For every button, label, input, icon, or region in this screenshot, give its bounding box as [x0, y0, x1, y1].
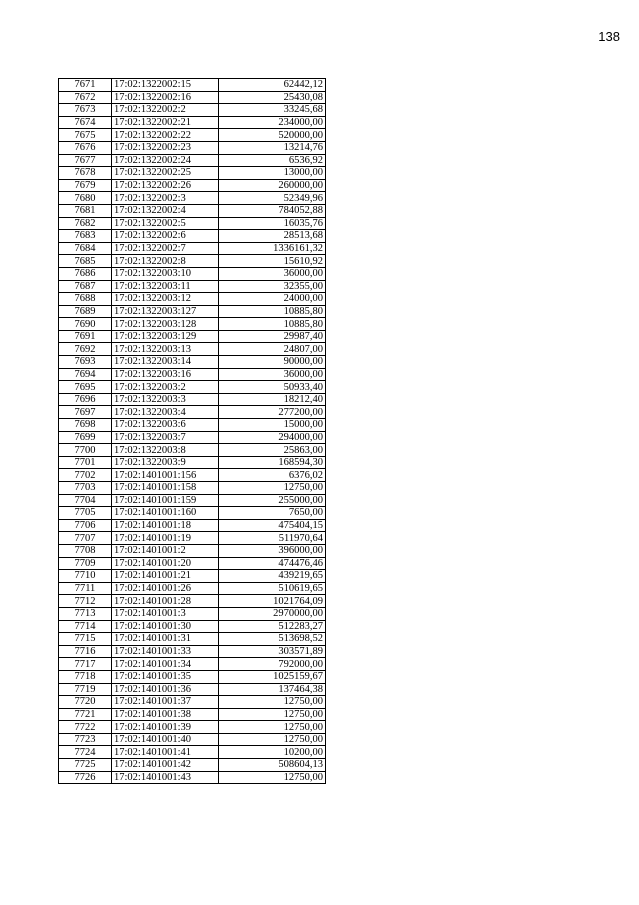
cadastral-number-cell: 17:02:1401001:36	[112, 683, 219, 696]
cadastral-number-cell: 17:02:1322002:23	[112, 141, 219, 154]
row-number-cell: 7680	[59, 192, 112, 205]
value-cell: 512283,27	[219, 620, 326, 633]
table-row	[59, 683, 326, 696]
value-cell: 36000,00	[219, 368, 326, 381]
row-number-cell: 7679	[59, 179, 112, 192]
value-cell: 36000,00	[219, 267, 326, 280]
value-cell: 510619,65	[219, 582, 326, 595]
table-row	[59, 532, 326, 545]
cadastral-number-cell: 17:02:1322002:15	[112, 79, 219, 92]
table-row	[59, 419, 326, 432]
table-row	[59, 242, 326, 255]
table-row	[59, 456, 326, 469]
row-number-cell: 7697	[59, 406, 112, 419]
table-row	[59, 318, 326, 331]
row-number-cell: 7718	[59, 670, 112, 683]
row-number-cell: 7720	[59, 696, 112, 709]
row-number-cell: 7701	[59, 456, 112, 469]
row-number-cell: 7708	[59, 544, 112, 557]
row-number-cell: 7676	[59, 141, 112, 154]
table-row	[59, 696, 326, 709]
row-number-cell: 7726	[59, 771, 112, 784]
value-cell: 13214,76	[219, 141, 326, 154]
cadastral-number-cell: 17:02:1322003:7	[112, 431, 219, 444]
table-row	[59, 670, 326, 683]
cadastral-number-cell: 17:02:1322003:12	[112, 293, 219, 306]
table-row	[59, 444, 326, 457]
row-number-cell: 7723	[59, 733, 112, 746]
value-cell: 6536,92	[219, 154, 326, 167]
cadastral-number-cell: 17:02:1401001:156	[112, 469, 219, 482]
value-cell: 439219,65	[219, 570, 326, 583]
value-cell: 10200,00	[219, 746, 326, 759]
table-row	[59, 595, 326, 608]
table-row	[59, 469, 326, 482]
row-number-cell: 7703	[59, 482, 112, 495]
table-row	[59, 721, 326, 734]
cadastral-number-cell: 17:02:1322002:8	[112, 255, 219, 268]
value-cell: 29987,40	[219, 330, 326, 343]
row-number-cell: 7672	[59, 91, 112, 104]
table-row	[59, 658, 326, 671]
table-row	[59, 708, 326, 721]
row-number-cell: 7699	[59, 431, 112, 444]
table-row	[59, 79, 326, 92]
row-number-cell: 7688	[59, 293, 112, 306]
table-row	[59, 645, 326, 658]
table-row	[59, 179, 326, 192]
row-number-cell: 7684	[59, 242, 112, 255]
row-number-cell: 7677	[59, 154, 112, 167]
row-number-cell: 7709	[59, 557, 112, 570]
value-cell: 234000,00	[219, 116, 326, 129]
table-row	[59, 293, 326, 306]
value-cell: 513698,52	[219, 633, 326, 646]
value-cell: 1336161,32	[219, 242, 326, 255]
cadastral-number-cell: 17:02:1401001:3	[112, 607, 219, 620]
row-number-cell: 7700	[59, 444, 112, 457]
value-cell: 12750,00	[219, 733, 326, 746]
cadastral-number-cell: 17:02:1401001:34	[112, 658, 219, 671]
table-row	[59, 570, 326, 583]
value-cell: 15610,92	[219, 255, 326, 268]
table-row	[59, 343, 326, 356]
table-row	[59, 167, 326, 180]
table-row	[59, 393, 326, 406]
cadastral-number-cell: 17:02:1401001:40	[112, 733, 219, 746]
row-number-cell: 7681	[59, 204, 112, 217]
row-number-cell: 7682	[59, 217, 112, 230]
table-row	[59, 431, 326, 444]
row-number-cell: 7695	[59, 381, 112, 394]
table-row	[59, 305, 326, 318]
cadastral-number-cell: 17:02:1401001:21	[112, 570, 219, 583]
cadastral-number-cell: 17:02:1401001:28	[112, 595, 219, 608]
row-number-cell: 7691	[59, 330, 112, 343]
value-cell: 6376,02	[219, 469, 326, 482]
table-row	[59, 633, 326, 646]
row-number-cell: 7696	[59, 393, 112, 406]
row-number-cell: 7712	[59, 595, 112, 608]
cadastral-number-cell: 17:02:1322003:129	[112, 330, 219, 343]
row-number-cell: 7711	[59, 582, 112, 595]
row-number-cell: 7674	[59, 116, 112, 129]
row-number-cell: 7693	[59, 356, 112, 369]
cadastral-number-cell: 17:02:1322002:21	[112, 116, 219, 129]
row-number-cell: 7714	[59, 620, 112, 633]
value-cell: 15000,00	[219, 419, 326, 432]
row-number-cell: 7671	[59, 79, 112, 92]
table-row	[59, 267, 326, 280]
cadastral-number-cell: 17:02:1322003:10	[112, 267, 219, 280]
cadastral-number-cell: 17:02:1322002:24	[112, 154, 219, 167]
table-row	[59, 104, 326, 117]
cadastral-number-cell: 17:02:1401001:2	[112, 544, 219, 557]
cadastral-number-cell: 17:02:1322003:11	[112, 280, 219, 293]
value-cell: 12750,00	[219, 482, 326, 495]
row-number-cell: 7683	[59, 230, 112, 243]
value-cell: 511970,64	[219, 532, 326, 545]
cadastral-number-cell: 17:02:1401001:42	[112, 759, 219, 772]
value-cell: 255000,00	[219, 494, 326, 507]
row-number-cell: 7705	[59, 507, 112, 520]
value-cell: 18212,40	[219, 393, 326, 406]
row-number-cell: 7689	[59, 305, 112, 318]
value-cell: 10885,80	[219, 318, 326, 331]
cadastral-number-cell: 17:02:1401001:19	[112, 532, 219, 545]
row-number-cell: 7721	[59, 708, 112, 721]
table-row	[59, 544, 326, 557]
cadastral-number-cell: 17:02:1322002:7	[112, 242, 219, 255]
cadastral-number-cell: 17:02:1322003:6	[112, 419, 219, 432]
cadastral-number-cell: 17:02:1401001:160	[112, 507, 219, 520]
table-row	[59, 356, 326, 369]
row-number-cell: 7678	[59, 167, 112, 180]
value-cell: 24807,00	[219, 343, 326, 356]
value-cell: 474476,46	[219, 557, 326, 570]
cadastral-number-cell: 17:02:1322002:16	[112, 91, 219, 104]
value-cell: 90000,00	[219, 356, 326, 369]
row-number-cell: 7713	[59, 607, 112, 620]
page-number: 138	[598, 29, 620, 44]
table-row	[59, 116, 326, 129]
table-row	[59, 381, 326, 394]
value-cell: 168594,30	[219, 456, 326, 469]
cadastral-number-cell: 17:02:1322003:8	[112, 444, 219, 457]
table-row	[59, 255, 326, 268]
table-row	[59, 746, 326, 759]
table-row	[59, 330, 326, 343]
value-cell: 33245,68	[219, 104, 326, 117]
table-row	[59, 620, 326, 633]
row-number-cell: 7686	[59, 267, 112, 280]
table-row	[59, 494, 326, 507]
table-row	[59, 141, 326, 154]
table-row	[59, 759, 326, 772]
row-number-cell: 7717	[59, 658, 112, 671]
cadastral-number-cell: 17:02:1401001:31	[112, 633, 219, 646]
row-number-cell: 7685	[59, 255, 112, 268]
cadastral-number-cell: 17:02:1401001:41	[112, 746, 219, 759]
cadastral-number-cell: 17:02:1322003:128	[112, 318, 219, 331]
row-number-cell: 7710	[59, 570, 112, 583]
cadastral-number-cell: 17:02:1401001:18	[112, 519, 219, 532]
cadastral-number-cell: 17:02:1401001:37	[112, 696, 219, 709]
value-cell: 50933,40	[219, 381, 326, 394]
row-number-cell: 7687	[59, 280, 112, 293]
table-row	[59, 230, 326, 243]
cadastral-number-cell: 17:02:1322003:13	[112, 343, 219, 356]
value-cell: 10885,80	[219, 305, 326, 318]
cadastral-number-cell: 17:02:1401001:159	[112, 494, 219, 507]
table-row	[59, 519, 326, 532]
table-row	[59, 733, 326, 746]
table-row	[59, 368, 326, 381]
table-row	[59, 557, 326, 570]
cadastral-number-cell: 17:02:1322002:2	[112, 104, 219, 117]
cadastral-number-cell: 17:02:1401001:30	[112, 620, 219, 633]
row-number-cell: 7707	[59, 532, 112, 545]
cadastral-number-cell: 17:02:1322002:22	[112, 129, 219, 142]
value-cell: 16035,76	[219, 217, 326, 230]
value-cell: 52349,96	[219, 192, 326, 205]
table-row	[59, 482, 326, 495]
value-cell: 1025159,67	[219, 670, 326, 683]
value-cell: 260000,00	[219, 179, 326, 192]
cadastral-number-cell: 17:02:1322002:6	[112, 230, 219, 243]
cadastral-number-cell: 17:02:1401001:43	[112, 771, 219, 784]
value-cell: 294000,00	[219, 431, 326, 444]
table-row	[59, 192, 326, 205]
value-cell: 277200,00	[219, 406, 326, 419]
row-number-cell: 7692	[59, 343, 112, 356]
value-cell: 396000,00	[219, 544, 326, 557]
value-cell: 25863,00	[219, 444, 326, 457]
cadastral-number-cell: 17:02:1322003:9	[112, 456, 219, 469]
value-cell: 12750,00	[219, 721, 326, 734]
cadastral-number-cell: 17:02:1322002:26	[112, 179, 219, 192]
table-row	[59, 217, 326, 230]
table-row	[59, 507, 326, 520]
value-cell: 12750,00	[219, 708, 326, 721]
value-cell: 508604,13	[219, 759, 326, 772]
row-number-cell: 7715	[59, 633, 112, 646]
value-cell: 2970000,00	[219, 607, 326, 620]
cadastral-number-cell: 17:02:1401001:39	[112, 721, 219, 734]
row-number-cell: 7724	[59, 746, 112, 759]
table-row	[59, 280, 326, 293]
cadastral-number-cell: 17:02:1322002:5	[112, 217, 219, 230]
cadastral-number-cell: 17:02:1322003:3	[112, 393, 219, 406]
cadastral-number-cell: 17:02:1401001:26	[112, 582, 219, 595]
cadastral-number-cell: 17:02:1322002:4	[112, 204, 219, 217]
table-row	[59, 582, 326, 595]
value-cell: 13000,00	[219, 167, 326, 180]
registry-table-body	[59, 79, 326, 784]
cadastral-number-cell: 17:02:1401001:38	[112, 708, 219, 721]
value-cell: 12750,00	[219, 696, 326, 709]
row-number-cell: 7690	[59, 318, 112, 331]
value-cell: 12750,00	[219, 771, 326, 784]
value-cell: 32355,00	[219, 280, 326, 293]
row-number-cell: 7719	[59, 683, 112, 696]
registry-table	[58, 78, 326, 784]
value-cell: 137464,38	[219, 683, 326, 696]
table-row	[59, 154, 326, 167]
value-cell: 303571,89	[219, 645, 326, 658]
table-row	[59, 771, 326, 784]
cadastral-number-cell: 17:02:1401001:158	[112, 482, 219, 495]
value-cell: 520000,00	[219, 129, 326, 142]
cadastral-number-cell: 17:02:1322003:14	[112, 356, 219, 369]
value-cell: 25430,08	[219, 91, 326, 104]
value-cell: 62442,12	[219, 79, 326, 92]
row-number-cell: 7706	[59, 519, 112, 532]
row-number-cell: 7675	[59, 129, 112, 142]
table-row	[59, 129, 326, 142]
value-cell: 784052,88	[219, 204, 326, 217]
row-number-cell: 7722	[59, 721, 112, 734]
cadastral-number-cell: 17:02:1322003:127	[112, 305, 219, 318]
value-cell: 1021764,09	[219, 595, 326, 608]
row-number-cell: 7702	[59, 469, 112, 482]
cadastral-number-cell: 17:02:1401001:20	[112, 557, 219, 570]
table-row	[59, 204, 326, 217]
cadastral-number-cell: 17:02:1322003:4	[112, 406, 219, 419]
value-cell: 475404,15	[219, 519, 326, 532]
table-row	[59, 406, 326, 419]
cadastral-number-cell: 17:02:1401001:33	[112, 645, 219, 658]
cadastral-number-cell: 17:02:1322003:16	[112, 368, 219, 381]
cadastral-number-cell: 17:02:1322002:25	[112, 167, 219, 180]
row-number-cell: 7694	[59, 368, 112, 381]
table-row	[59, 91, 326, 104]
value-cell: 7650,00	[219, 507, 326, 520]
value-cell: 28513,68	[219, 230, 326, 243]
value-cell: 24000,00	[219, 293, 326, 306]
row-number-cell: 7698	[59, 419, 112, 432]
table-row	[59, 607, 326, 620]
row-number-cell: 7673	[59, 104, 112, 117]
row-number-cell: 7704	[59, 494, 112, 507]
cadastral-number-cell: 17:02:1401001:35	[112, 670, 219, 683]
row-number-cell: 7725	[59, 759, 112, 772]
value-cell: 792000,00	[219, 658, 326, 671]
row-number-cell: 7716	[59, 645, 112, 658]
cadastral-number-cell: 17:02:1322002:3	[112, 192, 219, 205]
cadastral-number-cell: 17:02:1322003:2	[112, 381, 219, 394]
